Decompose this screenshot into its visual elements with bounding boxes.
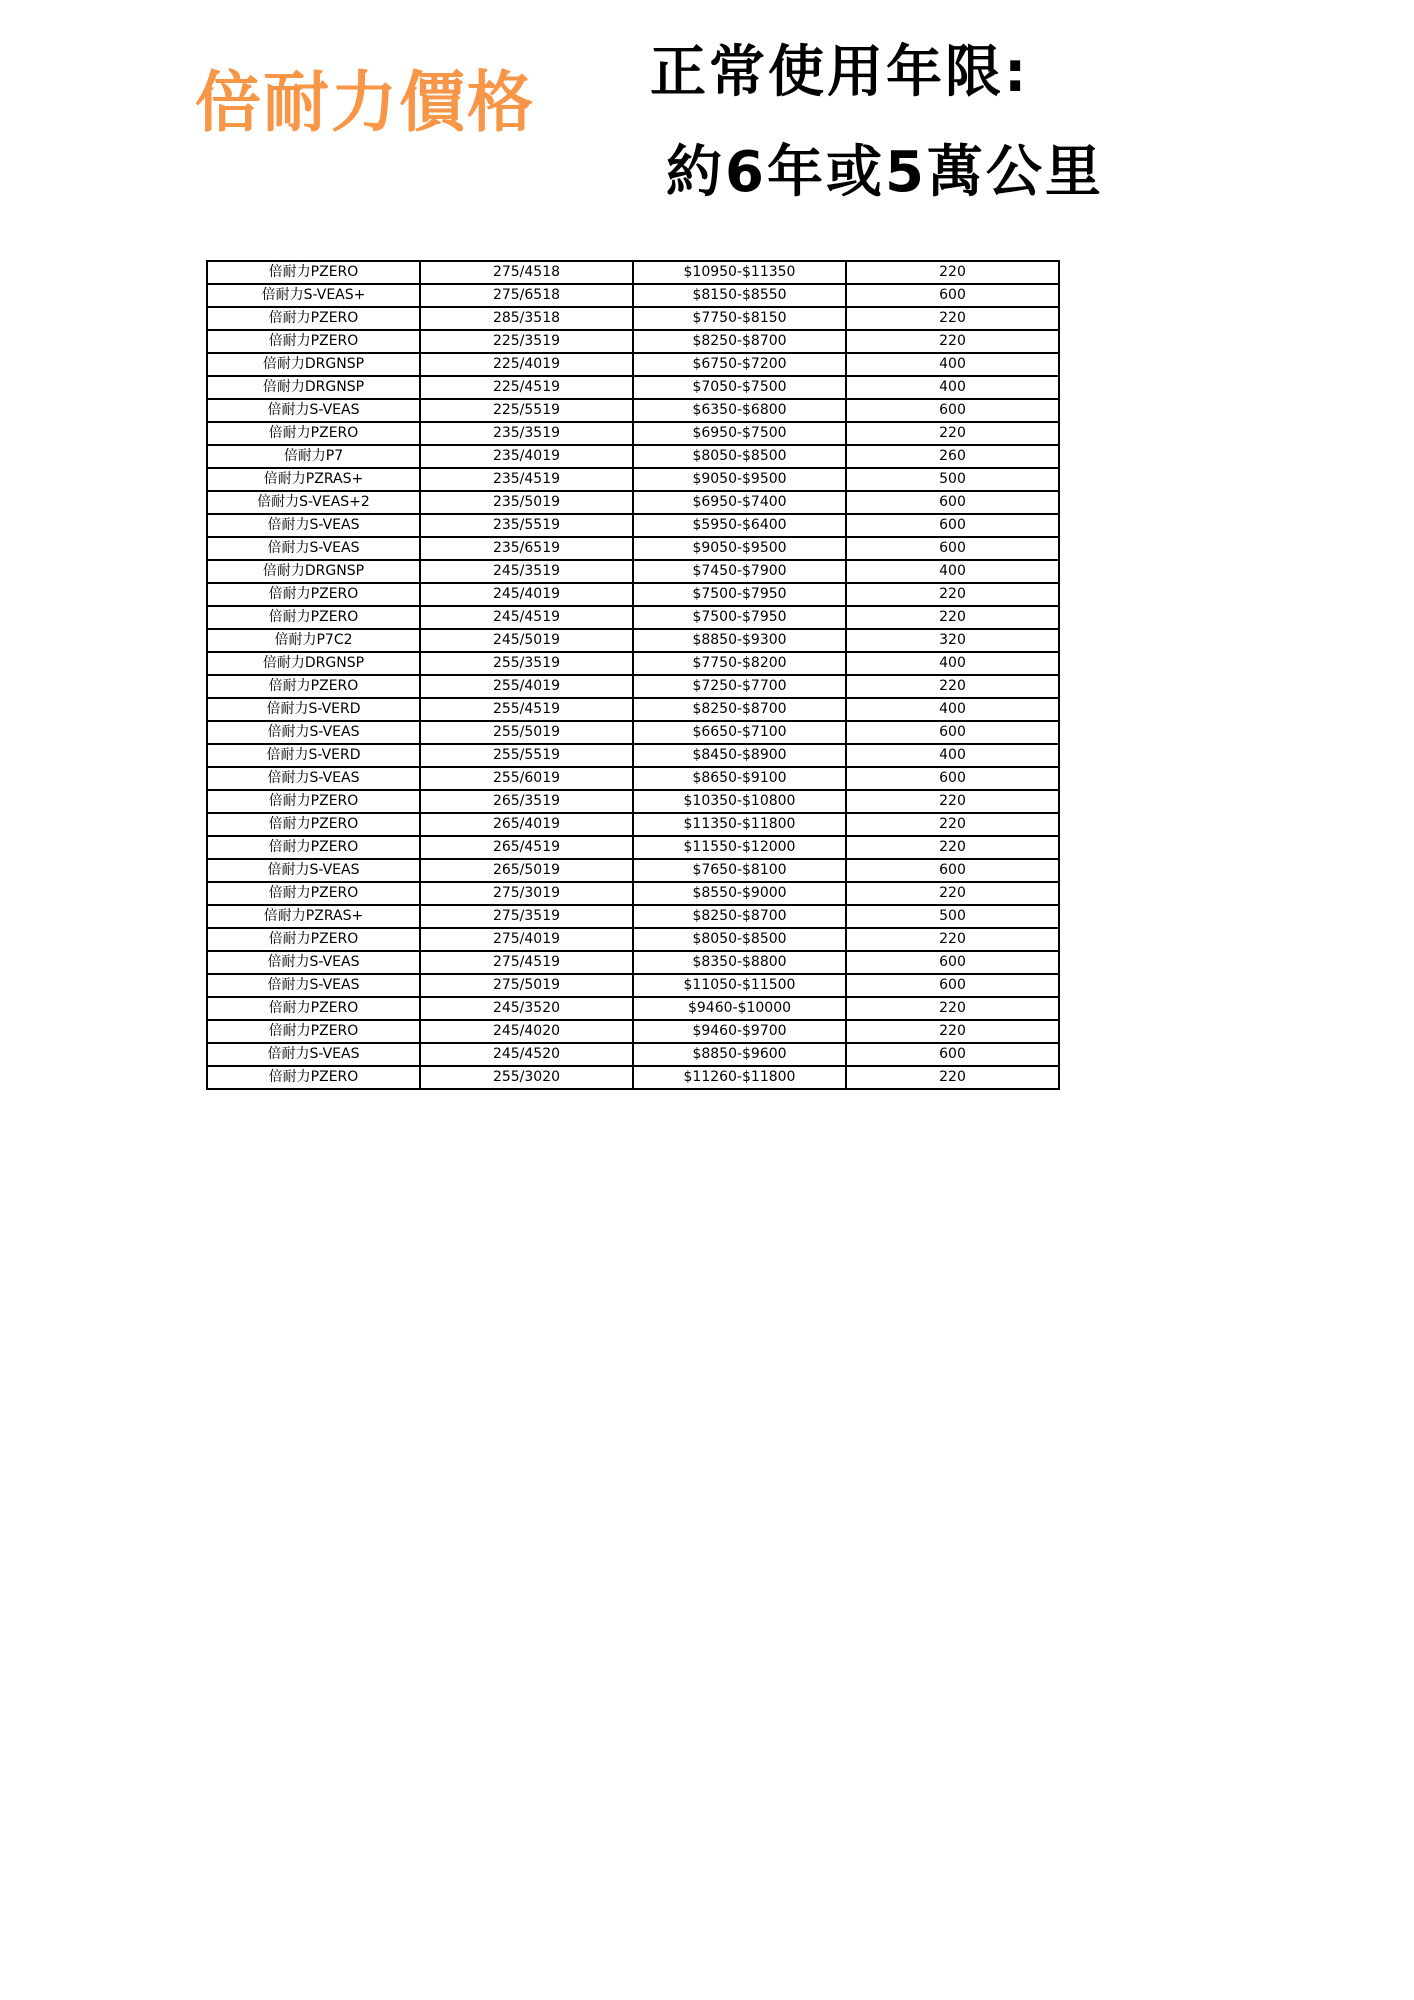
model-cell: 倍耐力DRGNSP — [207, 353, 420, 376]
model-cell: 倍耐力PZERO — [207, 1020, 420, 1043]
model-cell: 倍耐力PZERO — [207, 583, 420, 606]
table-row — [207, 951, 1059, 974]
table-row — [207, 859, 1059, 882]
price-cell: $7750-$8150 — [633, 307, 846, 330]
table-row — [207, 882, 1059, 905]
price-cell: $9050-$9500 — [633, 468, 846, 491]
size-cell: 265/4019 — [420, 813, 633, 836]
table-row — [207, 1043, 1059, 1066]
lifespan-line-2: 約6年或5萬公里 — [666, 140, 1104, 205]
price-cell: $11550-$12000 — [633, 836, 846, 859]
treadwear-cell: 600 — [846, 1043, 1059, 1066]
price-cell: $7500-$7950 — [633, 583, 846, 606]
table-row — [207, 790, 1059, 813]
price-cell: $11260-$11800 — [633, 1066, 846, 1089]
model-cell: 倍耐力PZERO — [207, 330, 420, 353]
treadwear-cell: 500 — [846, 905, 1059, 928]
treadwear-cell: 220 — [846, 1020, 1059, 1043]
treadwear-cell: 600 — [846, 491, 1059, 514]
size-cell: 285/3518 — [420, 307, 633, 330]
table-row — [207, 537, 1059, 560]
price-cell: $8450-$8900 — [633, 744, 846, 767]
table-row — [207, 652, 1059, 675]
price-cell: $8250-$8700 — [633, 698, 846, 721]
table-row — [207, 353, 1059, 376]
table-row — [207, 721, 1059, 744]
price-cell: $9460-$9700 — [633, 1020, 846, 1043]
model-cell: 倍耐力DRGNSP — [207, 560, 420, 583]
model-cell: 倍耐力PZERO — [207, 836, 420, 859]
treadwear-cell: 260 — [846, 445, 1059, 468]
price-cell: $8150-$8550 — [633, 284, 846, 307]
size-cell: 275/6518 — [420, 284, 633, 307]
price-cell: $9050-$9500 — [633, 537, 846, 560]
table-row — [207, 997, 1059, 1020]
model-cell: 倍耐力P7 — [207, 445, 420, 468]
size-cell: 275/4019 — [420, 928, 633, 951]
table-row — [207, 445, 1059, 468]
model-cell: 倍耐力S-VEAS+ — [207, 284, 420, 307]
table-row — [207, 813, 1059, 836]
price-cell: $5950-$6400 — [633, 514, 846, 537]
table-row — [207, 629, 1059, 652]
price-cell: $8850-$9300 — [633, 629, 846, 652]
price-cell: $8050-$8500 — [633, 928, 846, 951]
size-cell: 265/4519 — [420, 836, 633, 859]
price-cell: $7650-$8100 — [633, 859, 846, 882]
table-row — [207, 376, 1059, 399]
table-row — [207, 928, 1059, 951]
treadwear-cell: 220 — [846, 330, 1059, 353]
price-cell: $7250-$7700 — [633, 675, 846, 698]
size-cell: 225/4519 — [420, 376, 633, 399]
model-cell: 倍耐力P7C2 — [207, 629, 420, 652]
table-row — [207, 606, 1059, 629]
model-cell: 倍耐力PZERO — [207, 307, 420, 330]
treadwear-cell: 600 — [846, 399, 1059, 422]
price-table-body — [207, 261, 1059, 1089]
price-cell: $8550-$9000 — [633, 882, 846, 905]
treadwear-cell: 220 — [846, 928, 1059, 951]
size-cell: 255/3519 — [420, 652, 633, 675]
price-table — [206, 260, 1060, 1090]
price-cell: $7500-$7950 — [633, 606, 846, 629]
price-cell: $8050-$8500 — [633, 445, 846, 468]
model-cell: 倍耐力PZERO — [207, 675, 420, 698]
treadwear-cell: 600 — [846, 767, 1059, 790]
model-cell: 倍耐力S-VEAS — [207, 537, 420, 560]
model-cell: 倍耐力PZERO — [207, 1066, 420, 1089]
size-cell: 245/3520 — [420, 997, 633, 1020]
treadwear-cell: 220 — [846, 1066, 1059, 1089]
treadwear-cell: 220 — [846, 422, 1059, 445]
table-row — [207, 307, 1059, 330]
table-row — [207, 583, 1059, 606]
price-cell: $6750-$7200 — [633, 353, 846, 376]
treadwear-cell: 220 — [846, 606, 1059, 629]
price-cell: $11050-$11500 — [633, 974, 846, 997]
table-row — [207, 399, 1059, 422]
treadwear-cell: 600 — [846, 721, 1059, 744]
size-cell: 245/3519 — [420, 560, 633, 583]
model-cell: 倍耐力S-VEAS — [207, 399, 420, 422]
price-cell: $6950-$7500 — [633, 422, 846, 445]
treadwear-cell: 600 — [846, 284, 1059, 307]
model-cell: 倍耐力PZERO — [207, 882, 420, 905]
size-cell: 235/6519 — [420, 537, 633, 560]
size-cell: 225/5519 — [420, 399, 633, 422]
model-cell: 倍耐力PZRAS+ — [207, 905, 420, 928]
table-row — [207, 1066, 1059, 1089]
table-row — [207, 560, 1059, 583]
treadwear-cell: 600 — [846, 537, 1059, 560]
table-row — [207, 514, 1059, 537]
model-cell: 倍耐力DRGNSP — [207, 376, 420, 399]
table-row — [207, 974, 1059, 997]
model-cell: 倍耐力PZERO — [207, 790, 420, 813]
price-cell: $8250-$8700 — [633, 905, 846, 928]
table-row — [207, 468, 1059, 491]
treadwear-cell: 320 — [846, 629, 1059, 652]
price-cell: $8650-$9100 — [633, 767, 846, 790]
price-cell: $6950-$7400 — [633, 491, 846, 514]
size-cell: 245/4020 — [420, 1020, 633, 1043]
treadwear-cell: 400 — [846, 744, 1059, 767]
treadwear-cell: 400 — [846, 560, 1059, 583]
price-cell: $7750-$8200 — [633, 652, 846, 675]
table-row — [207, 698, 1059, 721]
lifespan-heading — [650, 40, 1104, 205]
price-cell: $10350-$10800 — [633, 790, 846, 813]
size-cell: 265/5019 — [420, 859, 633, 882]
treadwear-cell: 220 — [846, 675, 1059, 698]
table-row — [207, 744, 1059, 767]
treadwear-cell: 220 — [846, 836, 1059, 859]
size-cell: 225/3519 — [420, 330, 633, 353]
price-cell: $11350-$11800 — [633, 813, 846, 836]
model-cell: 倍耐力S-VEAS — [207, 859, 420, 882]
treadwear-cell: 220 — [846, 307, 1059, 330]
size-cell: 235/4519 — [420, 468, 633, 491]
model-cell: 倍耐力S-VEAS — [207, 951, 420, 974]
treadwear-cell: 400 — [846, 652, 1059, 675]
model-cell: 倍耐力PZERO — [207, 261, 420, 284]
size-cell: 275/3519 — [420, 905, 633, 928]
table-row — [207, 284, 1059, 307]
size-cell: 275/5019 — [420, 974, 633, 997]
table-row — [207, 905, 1059, 928]
table-row — [207, 836, 1059, 859]
size-cell: 275/4518 — [420, 261, 633, 284]
size-cell: 225/4019 — [420, 353, 633, 376]
price-cell: $7050-$7500 — [633, 376, 846, 399]
treadwear-cell: 400 — [846, 376, 1059, 399]
size-cell: 265/3519 — [420, 790, 633, 813]
size-cell: 235/5519 — [420, 514, 633, 537]
lifespan-line-1: 正常使用年限: — [650, 40, 1030, 105]
model-cell: 倍耐力S-VERD — [207, 744, 420, 767]
size-cell: 255/4519 — [420, 698, 633, 721]
page-title: 倍耐力價格 — [195, 64, 535, 141]
model-cell: 倍耐力S-VEAS — [207, 514, 420, 537]
size-cell: 275/3019 — [420, 882, 633, 905]
size-cell: 255/4019 — [420, 675, 633, 698]
price-cell: $7450-$7900 — [633, 560, 846, 583]
size-cell: 245/4519 — [420, 606, 633, 629]
treadwear-cell: 220 — [846, 261, 1059, 284]
treadwear-cell: 500 — [846, 468, 1059, 491]
table-row — [207, 767, 1059, 790]
model-cell: 倍耐力PZERO — [207, 928, 420, 951]
model-cell: 倍耐力S-VEAS — [207, 1043, 420, 1066]
model-cell: 倍耐力S-VEAS — [207, 767, 420, 790]
table-row — [207, 491, 1059, 514]
size-cell: 255/5519 — [420, 744, 633, 767]
model-cell: 倍耐力S-VEAS+2 — [207, 491, 420, 514]
table-row — [207, 261, 1059, 284]
treadwear-cell: 400 — [846, 698, 1059, 721]
treadwear-cell: 220 — [846, 583, 1059, 606]
table-row — [207, 1020, 1059, 1043]
model-cell: 倍耐力PZERO — [207, 813, 420, 836]
size-cell: 235/3519 — [420, 422, 633, 445]
model-cell: 倍耐力S-VERD — [207, 698, 420, 721]
size-cell: 255/5019 — [420, 721, 633, 744]
model-cell: 倍耐力PZERO — [207, 422, 420, 445]
treadwear-cell: 600 — [846, 514, 1059, 537]
model-cell: 倍耐力PZRAS+ — [207, 468, 420, 491]
treadwear-cell: 220 — [846, 997, 1059, 1020]
price-cell: $8850-$9600 — [633, 1043, 846, 1066]
model-cell: 倍耐力S-VEAS — [207, 974, 420, 997]
price-cell: $8250-$8700 — [633, 330, 846, 353]
treadwear-cell: 600 — [846, 974, 1059, 997]
treadwear-cell: 600 — [846, 859, 1059, 882]
price-cell: $9460-$10000 — [633, 997, 846, 1020]
model-cell: 倍耐力S-VEAS — [207, 721, 420, 744]
model-cell: 倍耐力PZERO — [207, 606, 420, 629]
price-cell: $8350-$8800 — [633, 951, 846, 974]
model-cell: 倍耐力DRGNSP — [207, 652, 420, 675]
size-cell: 255/6019 — [420, 767, 633, 790]
size-cell: 245/4019 — [420, 583, 633, 606]
model-cell: 倍耐力PZERO — [207, 997, 420, 1020]
size-cell: 255/3020 — [420, 1066, 633, 1089]
size-cell: 245/5019 — [420, 629, 633, 652]
price-cell: $10950-$11350 — [633, 261, 846, 284]
size-cell: 245/4520 — [420, 1043, 633, 1066]
treadwear-cell: 600 — [846, 951, 1059, 974]
treadwear-cell: 220 — [846, 813, 1059, 836]
treadwear-cell: 220 — [846, 882, 1059, 905]
table-row — [207, 422, 1059, 445]
price-cell: $6350-$6800 — [633, 399, 846, 422]
table-row — [207, 675, 1059, 698]
size-cell: 275/4519 — [420, 951, 633, 974]
price-cell: $6650-$7100 — [633, 721, 846, 744]
table-row — [207, 330, 1059, 353]
size-cell: 235/5019 — [420, 491, 633, 514]
treadwear-cell: 220 — [846, 790, 1059, 813]
treadwear-cell: 400 — [846, 353, 1059, 376]
size-cell: 235/4019 — [420, 445, 633, 468]
